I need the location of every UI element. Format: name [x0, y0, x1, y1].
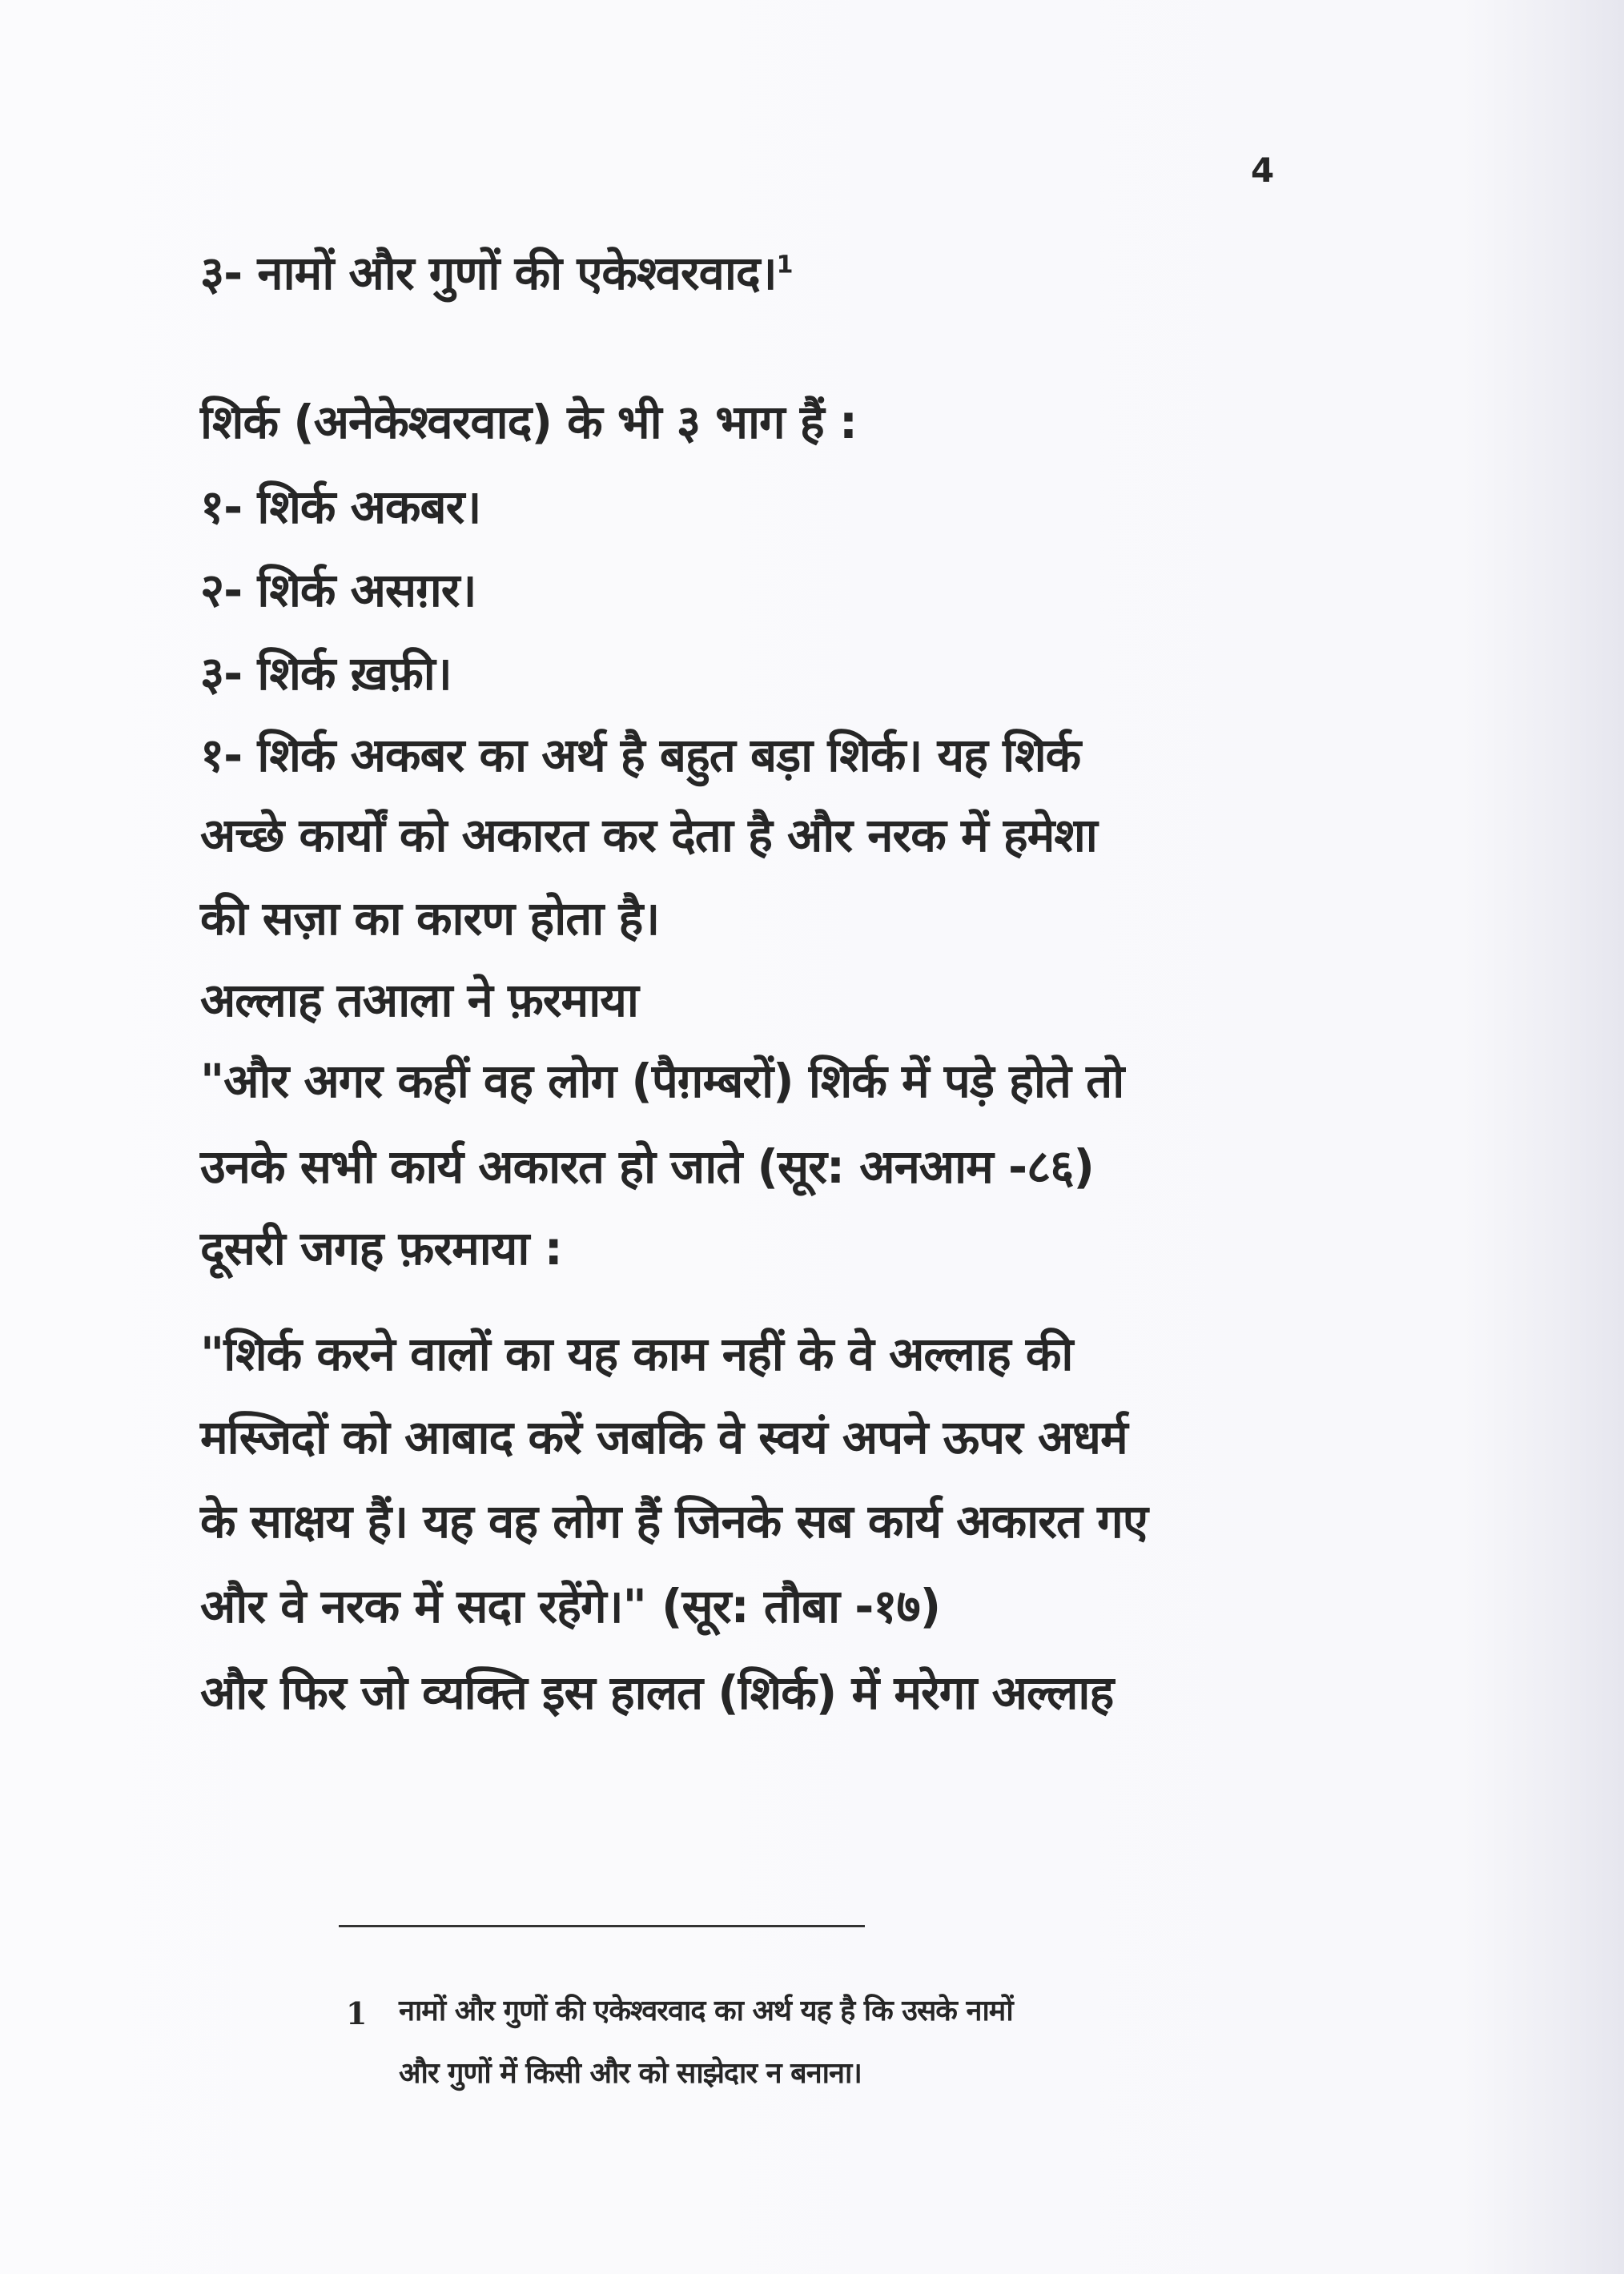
quote-line: के साक्षय हैं। यह वह लोग हैं जिनके सब कार्य अकारत गए: [200, 1494, 1148, 1549]
footnote-line: और गुणों में किसी और को साझेदार न बनाना।: [399, 2057, 862, 2090]
text-line: की सज़ा का कारण होता है।: [200, 891, 660, 946]
text-line: अच्छे कार्यों को अकारत कर देता है और नरक में हमेशा: [200, 808, 1097, 862]
quote-line: "शिर्क करने वालों का यह काम नहीं के वे अल्लाह की: [200, 1327, 1073, 1381]
footnote-separator: [339, 1925, 865, 1927]
text-line: और फिर जो व्यक्ति इस हालत (शिर्क) में मरेगा अल्लाह: [200, 1665, 1114, 1720]
text-line: दूसरी जगह फ़रमाया :: [200, 1221, 562, 1276]
text-line-1: [200, 246, 793, 300]
list-item: २- शिर्क असग़र।: [200, 563, 476, 617]
quote-line: "और अगर कहीं वह लोग (पैग़म्बरों) शिर्क में पड़े होते तो: [200, 1054, 1124, 1108]
text: ३- नामों और गुणों की एकेश्वरवाद।: [200, 246, 777, 300]
page-number: 4: [1251, 151, 1275, 190]
quote-line: मस्जिदों को आबाद करें जबकि वे स्वयं अपने ऊपर अधर्म: [200, 1410, 1128, 1464]
list-item: १- शिर्क अकबर।: [200, 480, 481, 534]
text-line: १- शिर्क अकबर का अर्थ है बहुत बड़ा शिर्क। यह शिर्क: [200, 728, 1081, 782]
section-heading: शिर्क (अनेकेश्वरवाद) के भी ३ भाग हैं :: [200, 395, 858, 449]
text-line: अल्लाह तआला ने फ़रमाया: [200, 973, 638, 1027]
footnote-line: नामों और गुणों की एकेश्वरवाद का अर्थ यह है कि उसके नामों: [399, 1995, 1013, 2027]
quote-line: और वे नरक में सदा रहेंगे।" (सूर: तौबा -१७): [200, 1579, 941, 1633]
footnote-ref[interactable]: 1: [776, 251, 793, 279]
list-item: ३- शिर्क ख़फ़ी।: [200, 646, 452, 701]
quote-line: उनके सभी कार्य अकारत हो जाते (सूर: अनआम -८६): [200, 1139, 1094, 1194]
footnote-number: 1: [346, 1995, 368, 2031]
